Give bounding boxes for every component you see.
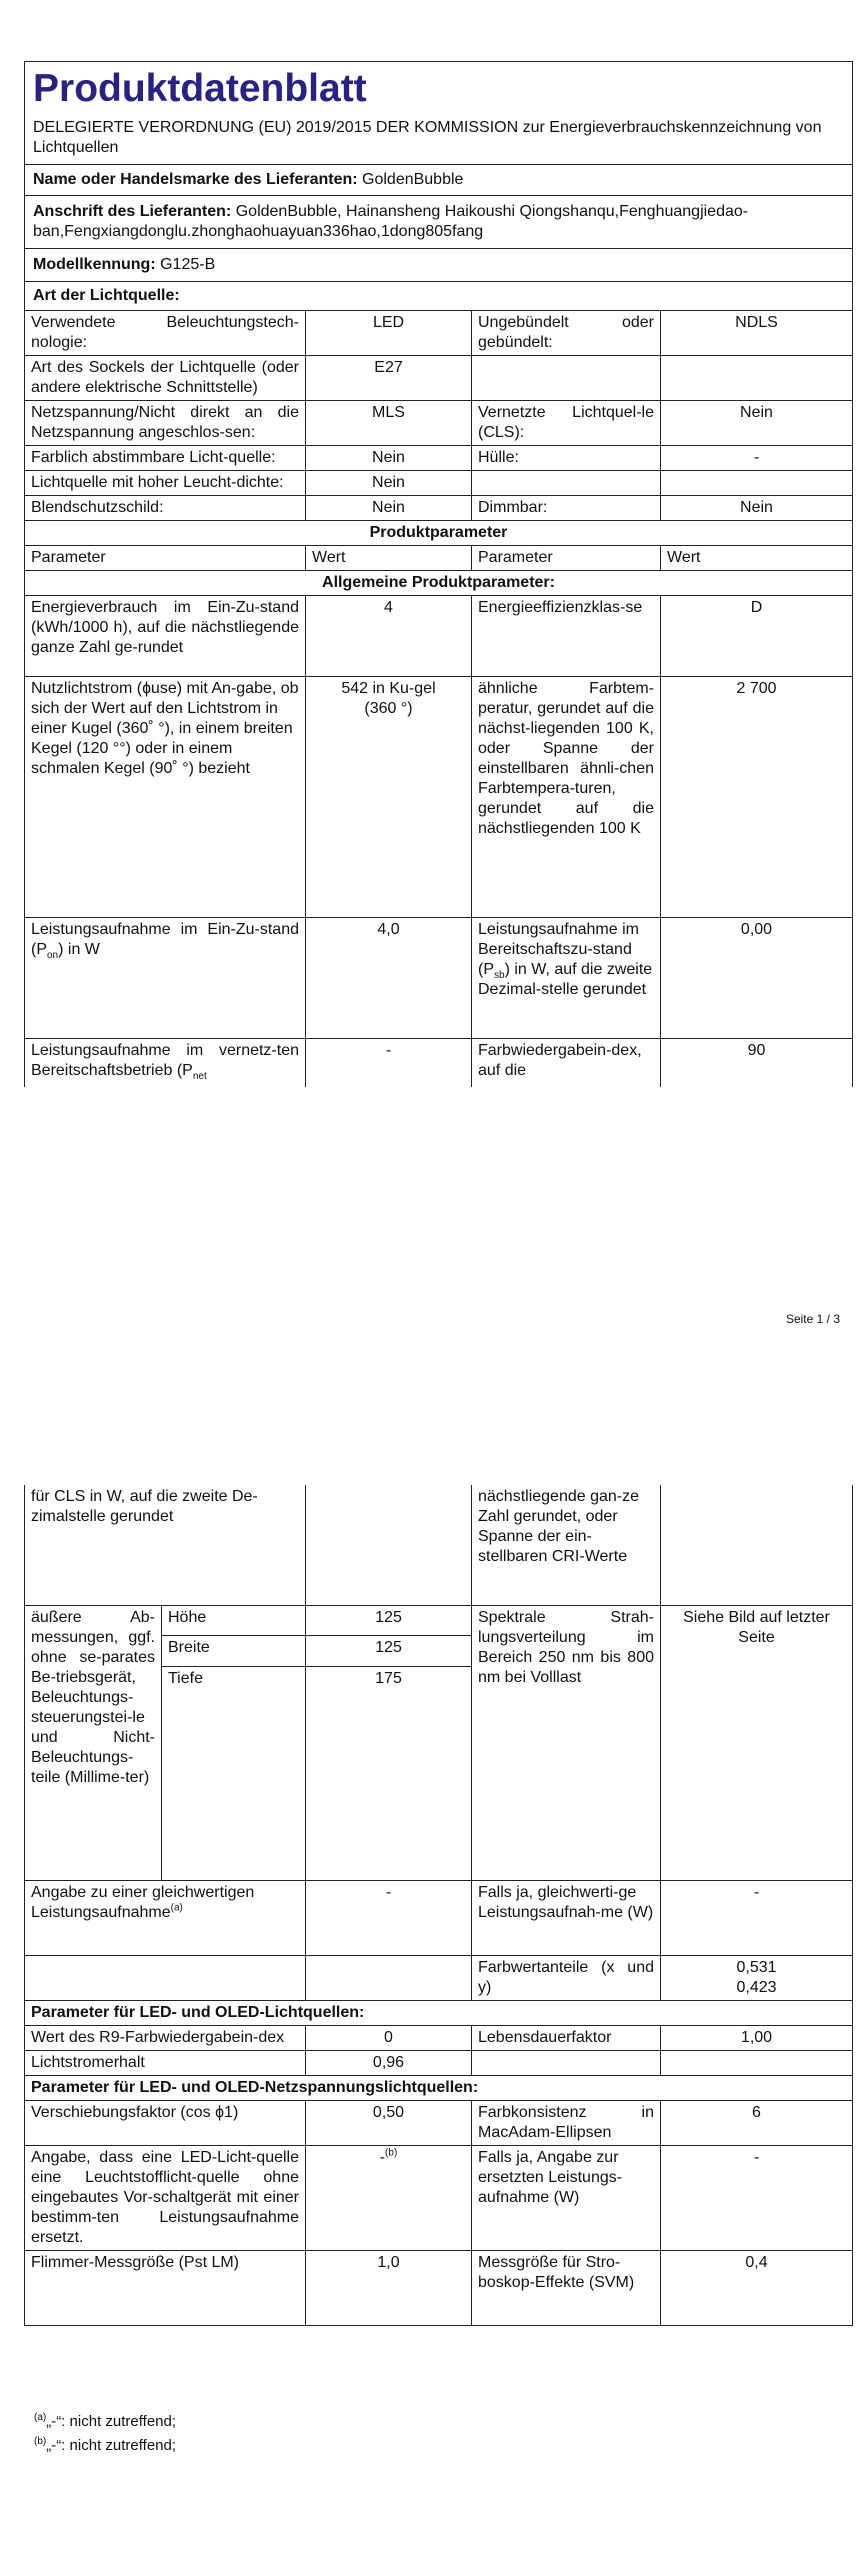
cell-label: Falls ja, gleichwerti-ge Leistungsaufnah-me (W) bbox=[472, 1881, 661, 1956]
cell-value: MLS bbox=[306, 401, 472, 446]
cell-value: 0,531 0,423 bbox=[661, 1956, 853, 2001]
cell-value: NDLS bbox=[661, 311, 853, 356]
dim-name: Höhe bbox=[162, 1606, 306, 1636]
cell-value: Nein bbox=[661, 496, 853, 521]
col-header-value: Wert bbox=[306, 546, 472, 571]
cell-label: Farbwiedergabein-dex, auf die bbox=[472, 1039, 661, 1088]
table-row bbox=[25, 677, 853, 918]
cell-empty bbox=[162, 1696, 306, 1881]
product-params-heading: Produktparameter bbox=[25, 521, 853, 546]
supplier-address-label: Anschrift des Lieferanten: bbox=[33, 203, 232, 220]
model-value: G125-B bbox=[160, 256, 216, 273]
cell-value: - bbox=[661, 2146, 853, 2251]
cell-label: Hülle: bbox=[472, 446, 661, 471]
regulation-text: DELEGIERTE VERORDNUNG (EU) 2019/2015 DER KOMMISSION zur Energieverbrauchskennzeichnung von Lichtquellen bbox=[33, 119, 822, 156]
dim-value: 125 bbox=[306, 1606, 472, 1636]
page-title: Produktdatenblatt bbox=[33, 67, 367, 110]
cell-label: Verschiebungsfaktor (cos ϕ1) bbox=[25, 2101, 306, 2146]
cell-value: 6 bbox=[661, 2101, 853, 2146]
cell-value: - bbox=[306, 1039, 472, 1088]
datasheet-table-page-2 bbox=[24, 1485, 853, 2326]
cell-label: Lichtquelle mit hoher Leucht-dichte: bbox=[25, 471, 306, 496]
cell-label: Lebensdauerfaktor bbox=[472, 2026, 661, 2051]
table-row bbox=[25, 471, 853, 496]
spectral-value: Siehe Bild auf letzter Seite bbox=[661, 1606, 853, 1881]
cell-value: 4 bbox=[306, 596, 472, 677]
cell-value: 542 in Ku-gel (360 °) bbox=[306, 677, 472, 918]
table-row bbox=[25, 2146, 853, 2251]
cell-value: - bbox=[661, 446, 853, 471]
cell-value: D bbox=[661, 596, 853, 677]
cell-label: Flimmer-Messgröße (Pst LM) bbox=[25, 2251, 306, 2326]
light-type-heading: Art der Lichtquelle: bbox=[25, 282, 853, 311]
cell-label: Leistungsaufnahme im vernetz-ten Bereitschaftsbetrieb ($P_{net}$ bbox=[25, 1039, 306, 1088]
cell-value: 1,0 bbox=[306, 2251, 472, 2326]
cell-value: 0,00 bbox=[661, 918, 853, 1039]
cell-empty bbox=[306, 1956, 472, 2001]
cell-empty bbox=[472, 2051, 661, 2076]
footnote-b: $^{(b)}$„-“: nicht zutreffend; bbox=[34, 2436, 177, 2454]
table-row bbox=[25, 1606, 853, 1636]
table-row bbox=[25, 446, 853, 471]
cell-value: 0 bbox=[306, 2026, 472, 2051]
table-row bbox=[25, 356, 853, 401]
cell-label: Art des Sockels der Lichtquelle (oder andere elektrische Schnittstelle) bbox=[25, 356, 306, 401]
table-row bbox=[25, 918, 853, 1039]
cell-label: Messgröße für Stro-boskop-Effekte (SVM) bbox=[472, 2251, 661, 2326]
cell-value: Nein bbox=[306, 446, 472, 471]
cell-value: LED bbox=[306, 311, 472, 356]
cell-label: Farblich abstimmbare Licht-quelle: bbox=[25, 446, 306, 471]
cell-value: 90 bbox=[661, 1039, 853, 1088]
cell-label: Ungebündelt oder gebündelt: bbox=[472, 311, 661, 356]
cell-value: Nein bbox=[661, 401, 853, 446]
supplier-address-value: GoldenBubble, Hainansheng Haikoushi Qiongshanqu,Fenghuangjiedao-ban,Fengxiangdonglu.zhonghaohuayuan336hao,1dong805fang bbox=[33, 203, 749, 240]
table-row bbox=[25, 2251, 853, 2326]
cell-label: Farbwertanteile (x und y) bbox=[472, 1956, 661, 2001]
cell-label: Angabe, dass eine LED-Licht-quelle eine Leuchtstofflicht-quelle ohne eingebautes Vor-schaltgerät mit einer bestimm-ten Leistungsaufnahme ersetzt. bbox=[25, 2146, 306, 2251]
cell-empty bbox=[306, 1485, 472, 1606]
cell-label: Energieeffizienzklas-se bbox=[472, 596, 661, 677]
general-params-heading: Allgemeine Produktparameter: bbox=[25, 571, 853, 596]
cell-value: E27 bbox=[306, 356, 472, 401]
table-row bbox=[25, 2101, 853, 2146]
cell-label: Farbkonsistenz in MacAdam-Ellipsen bbox=[472, 2101, 661, 2146]
cell-value: - bbox=[661, 1881, 853, 1956]
cell-empty bbox=[661, 356, 853, 401]
cell-value: 2 700 bbox=[661, 677, 853, 918]
cell-label: Vernetzte Lichtquel-le (CLS): bbox=[472, 401, 661, 446]
cell-label: Energieverbrauch im Ein-Zu-stand (kWh/1000 h), auf die nächstliegende ganze Zahl ge-rundet bbox=[25, 596, 306, 677]
table-row bbox=[25, 1039, 853, 1088]
table-row bbox=[25, 1485, 853, 1606]
cell-label: Blendschutzschild: bbox=[25, 496, 306, 521]
dim-name: Tiefe bbox=[162, 1666, 306, 1696]
table-row bbox=[25, 2026, 853, 2051]
supplier-name-label: Name oder Handelsmarke des Lieferanten: bbox=[33, 171, 358, 188]
col-header-param: Parameter bbox=[25, 546, 306, 571]
supplier-name-row bbox=[25, 165, 853, 196]
table-row bbox=[25, 596, 853, 677]
cell-value: -$^{(b)}$ bbox=[306, 2146, 472, 2251]
cell-label: Lichtstromerhalt bbox=[25, 2051, 306, 2076]
cell-value: 0,96 bbox=[306, 2051, 472, 2076]
model-row bbox=[25, 249, 853, 282]
table-row bbox=[25, 2051, 853, 2076]
cell-label: Netzspannung/Nicht direkt an die Netzspannung angeschlos-sen: bbox=[25, 401, 306, 446]
cell-value: Nein bbox=[306, 496, 472, 521]
datasheet-table-page-1 bbox=[24, 61, 853, 1087]
cell-label: für CLS in W, auf die zweite De-zimalstelle gerundet bbox=[25, 1485, 306, 1606]
cell-label: nächstliegende gan-ze Zahl gerundet, oder Spanne der ein-stellbaren CRI-Werte bbox=[472, 1485, 661, 1606]
cell-value: Nein bbox=[306, 471, 472, 496]
spectral-label: Spektrale Strah-lungsverteilung im Bereich 250 nm bis 800 nm bei Volllast bbox=[472, 1606, 661, 1881]
table-row bbox=[25, 1881, 853, 1956]
table-row bbox=[25, 1956, 853, 2001]
cell-label: Wert des R9-Farbwiedergabein-dex bbox=[25, 2026, 306, 2051]
table-row bbox=[25, 496, 853, 521]
cell-empty bbox=[25, 1956, 306, 2001]
cell-empty bbox=[661, 1485, 853, 1606]
model-label: Modellkennung: bbox=[33, 256, 156, 273]
cell-empty bbox=[661, 471, 853, 496]
dim-value: 175 bbox=[306, 1666, 472, 1696]
cell-label: Verwendete Beleuchtungstech-nologie: bbox=[25, 311, 306, 356]
led-mains-heading: Parameter für LED- und OLED-Netzspannungslichtquellen: bbox=[25, 2076, 853, 2101]
cell-value: 0,4 bbox=[661, 2251, 853, 2326]
col-header-param: Parameter bbox=[472, 546, 661, 571]
dim-value: 125 bbox=[306, 1636, 472, 1666]
header-cell bbox=[25, 62, 853, 165]
cell-value: 0,50 bbox=[306, 2101, 472, 2146]
table-row bbox=[25, 401, 853, 446]
cell-empty bbox=[661, 2051, 853, 2076]
page-number: Seite 1 / 3 bbox=[785, 1312, 840, 1326]
page-2 bbox=[0, 1465, 864, 2560]
cell-value: - bbox=[306, 1881, 472, 1956]
dim-name: Breite bbox=[162, 1636, 306, 1666]
cell-label: Falls ja, Angabe zur ersetzten Leistungs-aufnahme (W) bbox=[472, 2146, 661, 2251]
supplier-address-row bbox=[25, 196, 853, 249]
cell-label: Leistungsaufnahme im Bereitschaftszu-stand $(P_{sb})$ in W, auf die zweite Dezimal-stelle gerundet bbox=[472, 918, 661, 1039]
table-row bbox=[25, 311, 853, 356]
led-params-heading: Parameter für LED- und OLED-Lichtquellen: bbox=[25, 2001, 853, 2026]
cell-label: Nutzlichtstrom (ɸuse) mit An-gabe, ob sich der Wert auf den Lichtstrom in einer Kugel (360˚ °), in einem breiten Kegel (120 °°) oder in einem schmalen Kegel (90˚ °) bezieht bbox=[25, 677, 306, 918]
cell-label: Leistungsaufnahme im Ein-Zu-stand $(P_{on})$ in W bbox=[25, 918, 306, 1039]
cell-empty bbox=[472, 471, 661, 496]
cell-value: 4,0 bbox=[306, 918, 472, 1039]
footnote-a: $^{(a)}$„-“: nicht zutreffend; bbox=[34, 2412, 177, 2430]
supplier-name-value: GoldenBubble bbox=[362, 171, 464, 188]
cell-label: ähnliche Farbtem-peratur, gerundet auf die nächst-liegenden 100 K, oder Spanne der einstellbaren ähnli-chen Farbtempera-turen, gerundet auf die nächstliegenden 100 K bbox=[472, 677, 661, 918]
cell-label: Angabe zu einer gleichwertigen Leistungsaufnahme$^{(a)}$ bbox=[25, 1881, 306, 1956]
table-header-row bbox=[25, 546, 853, 571]
cell-label: Dimmbar: bbox=[472, 496, 661, 521]
cell-empty bbox=[472, 356, 661, 401]
cell-empty bbox=[306, 1696, 472, 1881]
cell-value: 1,00 bbox=[661, 2026, 853, 2051]
dimensions-label: äußere Ab-messungen, ggf. ohne se-parates Be-triebsgerät, Beleuchtungs-steuerungstei-le und Nicht-Beleuchtungs-teile (Millime-ter) bbox=[25, 1606, 162, 1881]
col-header-value: Wert bbox=[661, 546, 853, 571]
